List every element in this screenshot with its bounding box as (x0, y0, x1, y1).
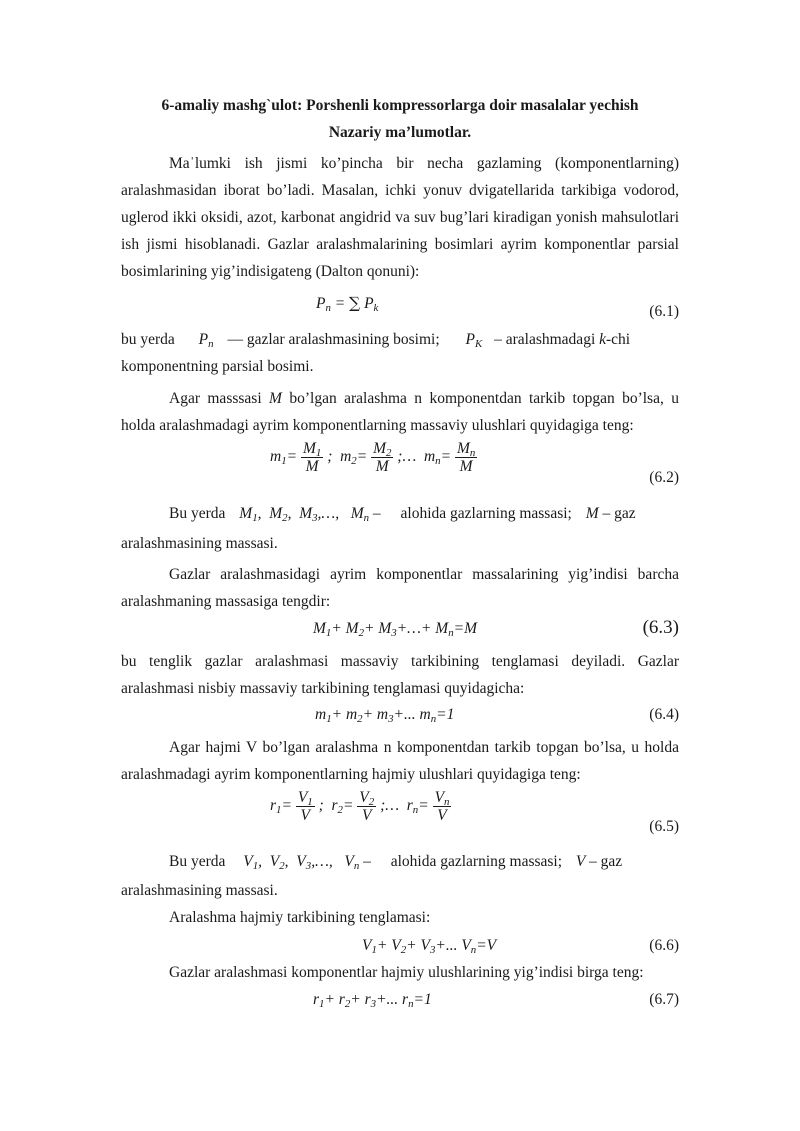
paragraph-volume-symbols: Bu yerda $V_1$, $V_2$, $V_3,\dots$, $V_n$ – alohida gazlarning massasi; V – gaz (169, 853, 623, 872)
equation-number: (6.7) (649, 991, 679, 1008)
equation-number: (6.5) (649, 818, 679, 835)
text: — gazlar aralashmasining bosimi; (227, 331, 440, 348)
text: bo’lgan aralashma n komponentdan tarkib topgan bo’lsa, u holda aralashmadagi ayrim komponentlarning massaviy ulushlari quyidagiga teng: (121, 390, 679, 434)
text-line: komponentning parsial bosimi. (121, 358, 314, 375)
equation-number: (6.4) (649, 706, 679, 723)
text: – aralashmadagi (494, 331, 596, 348)
text: alohida gazlarning massasi; (400, 505, 572, 522)
text: M (269, 390, 282, 407)
text: -chi (606, 331, 631, 348)
equation-6-2: $m_1=$ $\frac{M_1}{M}$ ; $m_2=$ $\frac{M_2}{M}$ ;… $m_n=$ $\frac{M_n}{M}$ (270, 440, 476, 475)
paragraph-mass-symbols: Bu yerda $M_1$, $M_2$, $M_3,\dots$, $M_n$ – alohida gazlarning massasi; M – gaz (169, 505, 636, 524)
text: gaz (600, 853, 623, 870)
equation-number: (6.3) (642, 617, 679, 638)
text: bu yerda (121, 331, 175, 348)
text-line: Aralashma hajmiy tarkibining tenglamasi: (169, 909, 431, 926)
equation-6-3: $M_1+ M_2+$ $M_3+\dots+ M_n=M$ (313, 620, 477, 639)
equation-number: (6.1) (649, 303, 679, 320)
page-title: 6-amaliy mashg`ulot: Porshenli kompressorlarga doir masalalar yechish (161, 97, 639, 114)
text: Bu yerda (169, 505, 226, 522)
text-line: Gazlar aralashmasi komponentlar hajmiy ulushlarining yig’indisi birga teng: (169, 964, 644, 981)
text: alohida gazlarning massasi; (390, 853, 563, 870)
paragraph-definitions: bu yerda $P_n$ — gazlar aralashmasining bosimi; $P_K$ – aralashmadagi k-chi (121, 331, 631, 350)
section-heading: Nazariy ma’lumotlar. (328, 124, 472, 141)
paragraph-mass (121, 385, 679, 439)
text: Bu yerda (169, 853, 226, 870)
text-line: aralashmasining massasi. (121, 882, 278, 899)
paragraph-sum: Gazlar aralashmasidagi ayrim komponentlar massalarining yig’indisi barcha aralashmaning massasiga tengdir: (121, 566, 679, 610)
paragraph-composition: bu tenglik gazlar aralashmasi massaviy tarkibining tenglamasi deyiladi. Gazlar aralashmasi nisbiy massaviy tarkibining tenglamasi quyidagicha: (121, 653, 679, 697)
equation-6-4: $m_1+ m_2+ m_3+$... $m_n=1$ (315, 706, 455, 725)
equation-6-1: $P_n$ = ∑ $P_k$ (316, 294, 379, 314)
paragraph-intro: Maˈlumki ish jismi ko’pincha bir necha gazlaming (komponentlarning) aralashmasidan iborat bo’ladi. Masalan, ichki yonuv dvigatellarida tarkibiga vodorod, uglerod ikki oksidi, azot, karbonat angidrid va suv bug’lari kiradigan yonish mahsulotlari ish jismi hisoblanadi. Gazlar aralashmalarining bosimlari ayrim komponentlar parsial bosimlarining yig’indisigateng (Dalton qonuni): (121, 155, 679, 280)
equation-number: (6.2) (649, 469, 679, 486)
equation-6-6: $V_1+ V_2+ V_3+$... $V_n=V$ (362, 937, 497, 956)
paragraph-volume: Agar hajmi V bo’lgan aralashma n komponentdan tarkib topgan bo’lsa, u holda aralashmadagi ayrim komponentlarning hajmiy ulushlari quyidagiga teng: (121, 739, 679, 783)
equation-6-7: $r_1+ r_2+ r_3+$... $r_n=1$ (313, 991, 432, 1010)
text: k (599, 331, 607, 348)
text-line: aralashmasining massasi. (121, 535, 278, 552)
equation-6-5: $r_1=$ $\frac{V_1}{V}$ ; $r_2=$ $\frac{V_2}{V}$ ;… $r_n=$ $\frac{V_n}{V}$ (270, 789, 450, 824)
text: gaz (614, 505, 636, 522)
equation-number: (6.6) (649, 937, 679, 954)
text: Agar masssasi (169, 390, 270, 407)
